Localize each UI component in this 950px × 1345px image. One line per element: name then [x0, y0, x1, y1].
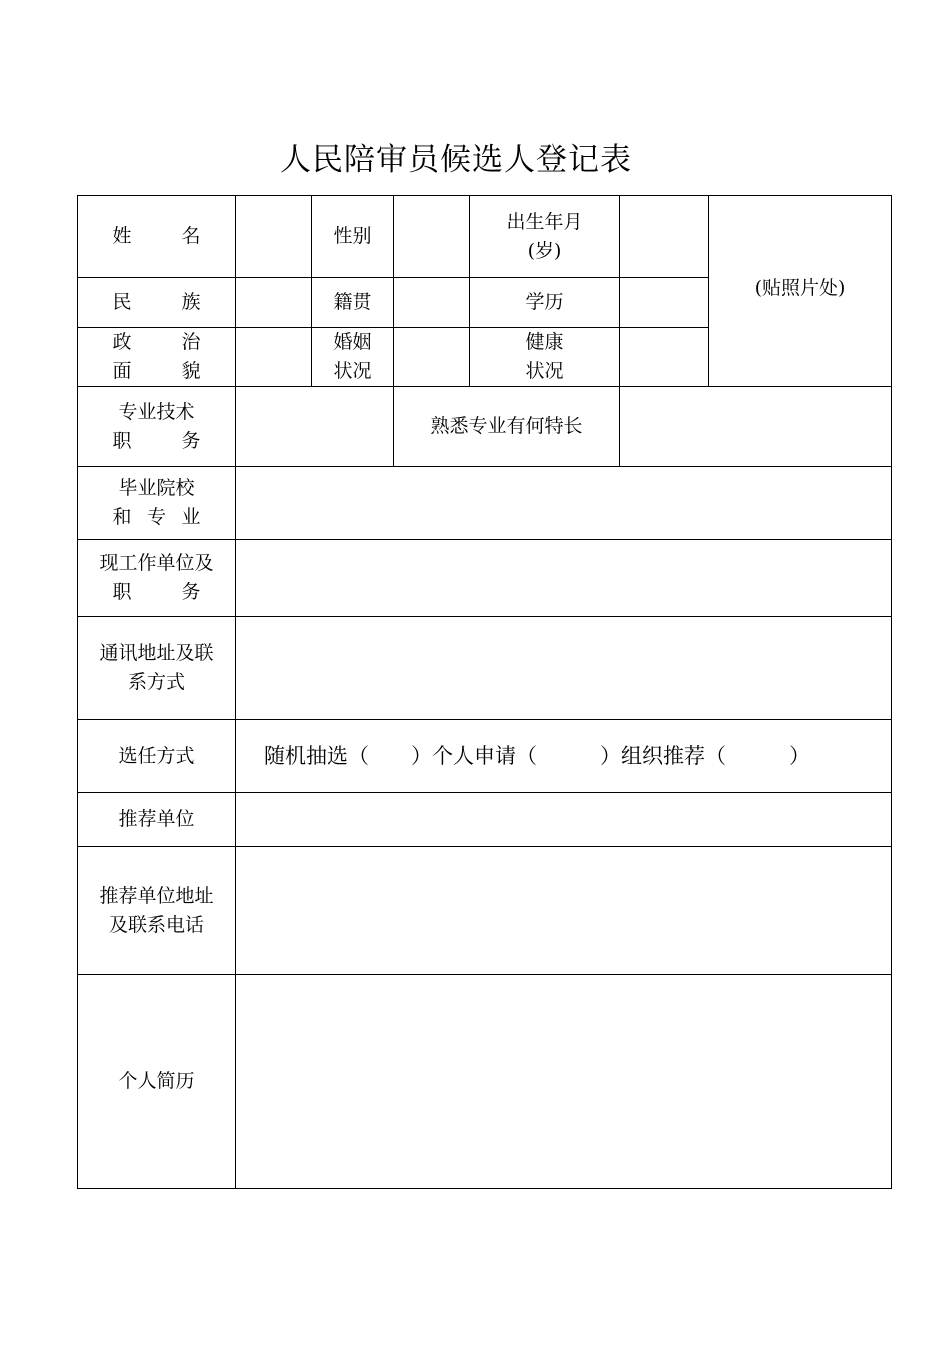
- field-education[interactable]: [620, 278, 709, 328]
- row-selection-method: [78, 720, 892, 793]
- label-specialty: 熟悉专业有何特长: [394, 387, 620, 467]
- row-professional-title: [78, 387, 892, 467]
- row-school: [78, 467, 892, 540]
- photo-area[interactable]: (贴照片处): [709, 196, 892, 387]
- label-political-status: 政 治 面 貌: [78, 328, 236, 387]
- field-recommender[interactable]: [236, 793, 892, 847]
- row-address: [78, 617, 892, 720]
- label-ethnicity: 民 族: [78, 278, 236, 328]
- field-marital-status[interactable]: [394, 328, 470, 387]
- field-political-status[interactable]: [236, 328, 312, 387]
- field-birth-date[interactable]: [620, 196, 709, 278]
- selection-options[interactable]: 随机抽选（ ）个人申请（ ）组织推荐（ ）: [236, 720, 892, 793]
- label-resume: 个人简历: [78, 975, 236, 1189]
- label-gender: 性别: [312, 196, 394, 278]
- field-specialty[interactable]: [620, 387, 892, 467]
- field-ethnicity[interactable]: [236, 278, 312, 328]
- field-name[interactable]: [236, 196, 312, 278]
- registration-form-table: [77, 195, 892, 1189]
- label-birth-date: 出生年月 (岁): [470, 196, 620, 278]
- field-native-place[interactable]: [394, 278, 470, 328]
- row-recommender: [78, 793, 892, 847]
- field-work-unit[interactable]: [236, 540, 892, 617]
- row-resume: [78, 975, 892, 1189]
- form-title: 人民陪审员候选人登记表: [280, 142, 632, 178]
- label-marital-status: 婚姻 状况: [312, 328, 394, 387]
- label-address-contact: 通讯地址及联 系方式: [78, 617, 236, 720]
- row-recommender-contact: [78, 847, 892, 975]
- row-name: [78, 196, 892, 278]
- field-resume[interactable]: [236, 975, 892, 1189]
- label-name: 姓 名: [78, 196, 236, 278]
- field-gender[interactable]: [394, 196, 470, 278]
- field-address-contact[interactable]: [236, 617, 892, 720]
- field-health-status[interactable]: [620, 328, 709, 387]
- label-professional-title: 专业技术 职 务: [78, 387, 236, 467]
- label-health-status: 健康 状况: [470, 328, 620, 387]
- field-school-major[interactable]: [236, 467, 892, 540]
- label-recommender: 推荐单位: [78, 793, 236, 847]
- field-professional-title[interactable]: [236, 387, 394, 467]
- label-work-unit: 现工作单位及 职 务: [78, 540, 236, 617]
- label-recommender-contact: 推荐单位地址 及联系电话: [78, 847, 236, 975]
- row-work-unit: [78, 540, 892, 617]
- label-native-place: 籍贯: [312, 278, 394, 328]
- label-selection-method: 选任方式: [78, 720, 236, 793]
- label-school-major: 毕业院校 和 专 业: [78, 467, 236, 540]
- field-recommender-contact[interactable]: [236, 847, 892, 975]
- label-education: 学历: [470, 278, 620, 328]
